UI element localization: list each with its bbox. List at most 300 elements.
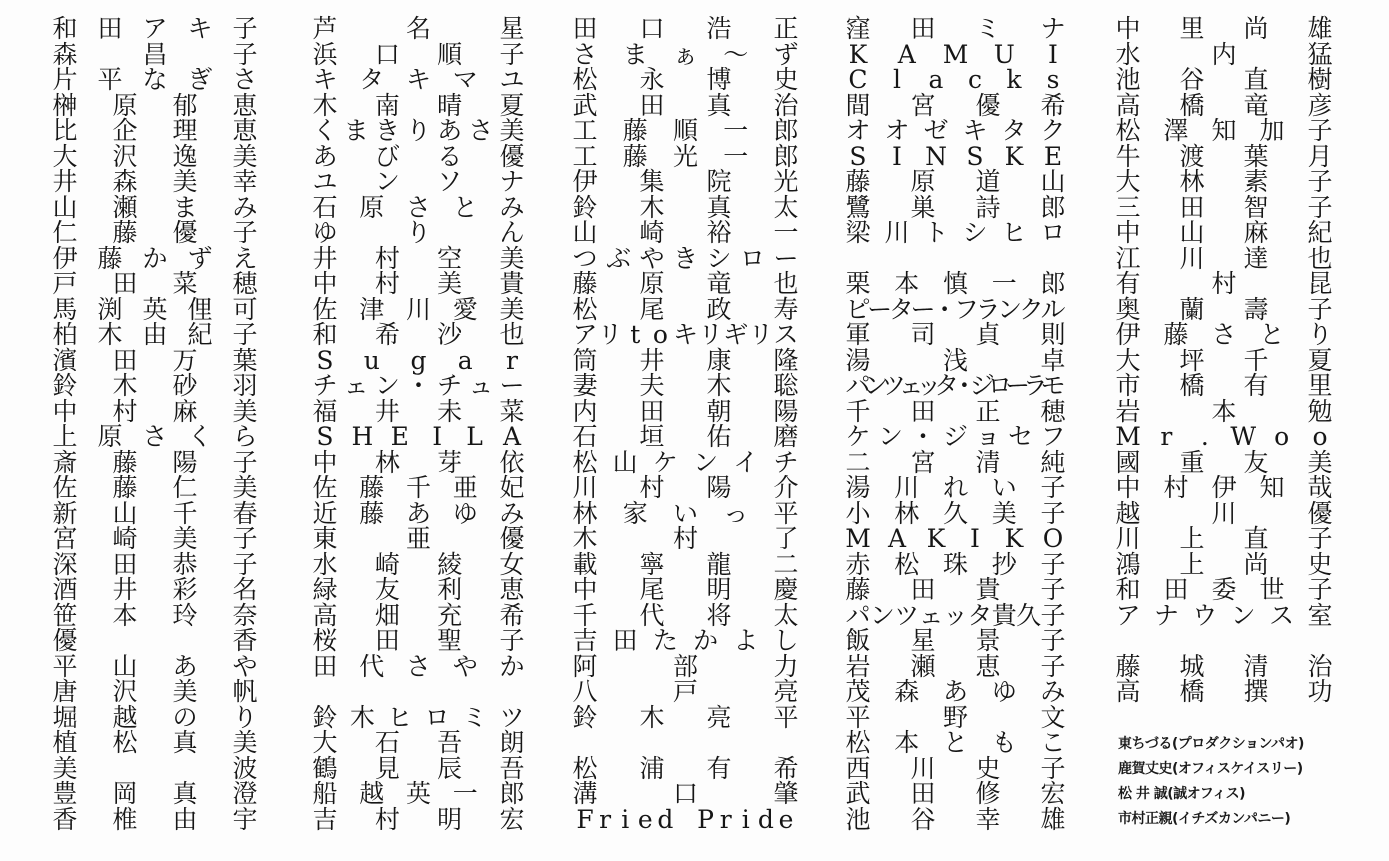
credit-char: 江 [1115, 243, 1141, 273]
credit-char: 椎 [112, 804, 138, 834]
credit-char: キ [187, 14, 213, 43]
credit-char: 素 [1243, 167, 1269, 196]
credit-char: キ [405, 65, 431, 94]
credit-char: 上 [52, 422, 78, 451]
credit-char: 政 [706, 294, 732, 324]
credit-char: ぶ [605, 243, 631, 273]
credit-char: i [621, 804, 630, 834]
credit-char: ナ [499, 167, 525, 196]
credit-char: 口 [639, 14, 665, 43]
credit-char: ピ [845, 294, 871, 324]
credit-char: ア [1115, 600, 1141, 630]
credit-char: 垣 [639, 422, 665, 451]
credit-char: ず [187, 243, 213, 273]
credit-char: 高 [1115, 90, 1141, 120]
credit-char: H [351, 422, 374, 451]
credit-char: ゆ [452, 498, 478, 528]
credit-char: 斎 [52, 447, 78, 477]
credit-char: 鈴 [572, 192, 598, 222]
credit-char: 充 [437, 600, 463, 630]
credit-char: S [316, 345, 334, 375]
credit-char: 月 [1307, 141, 1333, 171]
credit-char: 木 [639, 702, 665, 732]
credit-char: 菜 [499, 396, 525, 426]
credit-char: 佐 [312, 473, 338, 502]
credit-char: ェ [918, 600, 944, 630]
credit-char: 優 [52, 626, 78, 655]
credit-char: ケ [845, 422, 871, 451]
credit-char: 谷 [1179, 65, 1205, 94]
credit-char: I [1048, 39, 1058, 69]
credit-char: キ [312, 65, 338, 94]
credit-char: 子 [1040, 498, 1066, 528]
credit-char: 星 [910, 626, 936, 655]
credit-char: 原 [112, 90, 138, 120]
credit-char: な [142, 65, 168, 94]
credit-char: 芽 [437, 447, 463, 477]
credit-char: た [652, 626, 678, 655]
credit-char: 郎 [1040, 192, 1066, 222]
credit-char: 村 [374, 804, 400, 834]
credit-char: 原 [97, 422, 123, 451]
credit-char: 芦 [312, 14, 338, 43]
credit-char: 浩 [706, 14, 732, 43]
credit-char: オ [884, 116, 910, 145]
credit-char: リ [748, 320, 774, 349]
credit-char: 井 [639, 345, 665, 375]
credit-char: ー [773, 243, 799, 273]
credit-char: 樹 [1307, 65, 1333, 94]
credit-char: 亜 [452, 473, 478, 502]
credit-char: 堀 [52, 702, 78, 732]
credit-char: さ [142, 422, 168, 451]
credit-char: r [506, 345, 518, 375]
credit-char: 千 [572, 600, 598, 630]
credit-char: 修 [975, 779, 1001, 808]
credit-char: 貴 [991, 600, 1017, 630]
credit-char: 妃 [499, 473, 525, 502]
credit-char: 中 [312, 447, 338, 477]
credit-char: 田 [112, 269, 138, 298]
credit-char: 功 [1307, 677, 1333, 706]
credit-char: 美 [991, 498, 1017, 528]
credit-char: 鴻 [1115, 549, 1141, 579]
credit-char: 伊 [572, 167, 598, 196]
credit-char: 明 [437, 804, 463, 834]
credit-char: ん [499, 218, 525, 247]
credit-char: り [405, 218, 431, 247]
credit-char: チ [437, 371, 463, 400]
credit-char: 優 [499, 141, 525, 171]
credit-char: ギ [723, 320, 749, 349]
credit-char: 馬 [52, 294, 78, 324]
credit-char: あ [942, 677, 968, 706]
credit-char: 亜 [405, 524, 431, 553]
credit-char: 景 [975, 626, 1001, 655]
credit-char: あ [405, 498, 431, 528]
credit-char: 戸 [52, 269, 78, 298]
credit-char: ン [374, 371, 400, 400]
credit-char: 岩 [1115, 396, 1141, 426]
credit-char: ン [374, 167, 400, 196]
credit-char: 貴 [975, 575, 1001, 604]
credit-char: 子 [1040, 651, 1066, 681]
credit-char: や [452, 651, 478, 681]
credit-char: 三 [1115, 192, 1141, 222]
credit-char: 太 [773, 192, 799, 222]
credit-char: ・ [951, 371, 977, 400]
credit-char: 崎 [112, 524, 138, 553]
credit-char: 岡 [112, 779, 138, 808]
credit-char: 直 [1243, 65, 1269, 94]
credit-char: o [652, 320, 668, 349]
credit-char: 池 [1115, 65, 1141, 94]
credit-char: 福 [312, 396, 338, 426]
credit-char: さ [405, 651, 431, 681]
credit-char: パ [845, 600, 871, 630]
credit-char: ヒ [387, 702, 413, 732]
credit-char: も [991, 728, 1017, 757]
credit-char: 穂 [232, 269, 258, 298]
credit-char: 里 [1179, 14, 1205, 43]
credit-char: t [630, 320, 641, 349]
credit-char: 田 [1179, 192, 1205, 222]
credit-char: ・ [910, 422, 936, 451]
credit-char: 真 [706, 192, 732, 222]
credit-char: 口 [672, 779, 698, 808]
credit-char: 隆 [773, 345, 799, 375]
credit-char: 星 [499, 14, 525, 43]
credit-char: モ [1040, 371, 1066, 400]
credit-char: あ [437, 116, 463, 145]
credit-char: I [892, 141, 902, 171]
credit-char: 寿 [773, 294, 799, 324]
credit-char: 竜 [706, 269, 732, 298]
credit-char: 達 [1243, 243, 1269, 273]
credit-char: フ [1040, 422, 1066, 451]
credit-char: 由 [172, 804, 198, 834]
credit-char: 木 [572, 524, 598, 553]
credit-char: や [639, 243, 665, 273]
credit-char: セ [1007, 422, 1033, 451]
credit-char: 光 [773, 167, 799, 196]
credit-char: 飯 [845, 626, 871, 655]
credit-char: 撰 [1243, 677, 1269, 706]
credit-char: タ [888, 294, 914, 324]
credit-char: 波 [232, 753, 258, 783]
credit-char: P [697, 804, 714, 834]
credit-char: 優 [499, 524, 525, 553]
credit-char: 英 [142, 294, 168, 324]
credit-char: ミ [975, 14, 1001, 43]
credit-char: 井 [312, 243, 338, 273]
credit-char: 岩 [845, 651, 871, 681]
credit-char: 比 [52, 116, 78, 145]
credit-char: 企 [112, 116, 138, 145]
credit-char: タ [359, 65, 385, 94]
credit-char: 珠 [942, 549, 968, 579]
credit-char: ま [343, 116, 369, 145]
credit-char: 木 [706, 371, 732, 400]
credit-char: 林 [572, 498, 598, 528]
credit-char: 林 [1179, 167, 1205, 196]
credit-char: 貴 [499, 269, 525, 298]
credit-char: 筒 [572, 345, 598, 375]
credit-char: 二 [845, 447, 871, 477]
credit-char: 口 [374, 39, 400, 69]
credit-char: あ [312, 141, 338, 171]
credit-char: 見 [374, 753, 400, 783]
credit-char: 寧 [639, 549, 665, 579]
credit-char: 亮 [773, 677, 799, 706]
credit-char: 川 [884, 218, 910, 247]
credit-char: し [773, 626, 799, 655]
credit-char: 八 [572, 677, 598, 706]
credit-char: 子 [499, 39, 525, 69]
credit-char: ～ [723, 39, 749, 69]
credit-char: 玲 [172, 600, 198, 630]
credit-char: 道 [975, 167, 1001, 196]
credit-char: ッ [942, 600, 968, 630]
credit-char: 恭 [172, 549, 198, 579]
credit-char: 知 [1211, 116, 1237, 145]
credit-char: 川 [894, 473, 920, 502]
credit-char: S [316, 422, 334, 451]
credit-char: 鈴 [52, 371, 78, 400]
credit-char: 夏 [499, 90, 525, 120]
credit-char: ユ [312, 167, 338, 196]
credit-char: ン [869, 600, 895, 630]
credit-char: . [1200, 422, 1209, 451]
credit-char: 川 [1179, 243, 1205, 273]
credit-char: ・ [405, 371, 431, 400]
credit-char: 室 [1307, 600, 1333, 630]
credit-char: 香 [52, 804, 78, 834]
credit-char: ゆ [312, 218, 338, 247]
credit-char: 田 [910, 14, 936, 43]
credit-char: 子 [232, 524, 258, 553]
credit-char: オ [845, 116, 871, 145]
credit-char: 豊 [52, 779, 78, 808]
credit-char: 史 [1307, 549, 1333, 579]
credit-char: ゆ [991, 677, 1017, 706]
credit-char: ア [142, 14, 168, 43]
credit-char: 原 [639, 269, 665, 298]
credit-char: 田 [612, 626, 638, 655]
credit-char: 子 [1307, 192, 1333, 222]
credit-char: 木 [349, 702, 375, 732]
credit-char: い [672, 498, 698, 528]
credit-char: 香 [232, 626, 258, 655]
credit-char: 尚 [1243, 549, 1269, 579]
credit-char: 史 [773, 65, 799, 94]
credit-char: ツ [499, 702, 525, 732]
credit-char: 山 [112, 498, 138, 528]
credit-char: チ [773, 447, 799, 477]
credit-char: 橋 [1179, 371, 1205, 400]
credit-char: 子 [1040, 549, 1066, 579]
staff-note: 鹿賀丈史(オフィスケイスリー) [1118, 761, 1303, 777]
credit-char: 工 [572, 141, 598, 171]
credit-char: 藤 [359, 473, 385, 502]
credit-char: 池 [845, 804, 871, 834]
credit-char: 紀 [187, 320, 213, 349]
credit-char: 工 [572, 116, 598, 145]
credit-char: 順 [672, 116, 698, 145]
credit-char: 千 [845, 396, 871, 426]
credit-char: 野 [942, 702, 968, 732]
credit-char: 溝 [572, 779, 598, 808]
credit-char: 二 [773, 549, 799, 579]
credit-char: 晴 [437, 90, 463, 120]
credit-char: 美 [232, 141, 258, 171]
credit-char: 吾 [437, 728, 463, 757]
credit-char: 橋 [1179, 90, 1205, 120]
credit-char: 田 [910, 575, 936, 604]
credit-char: フ [953, 294, 979, 324]
credit-char: ウ [1192, 600, 1218, 630]
credit-char: 美 [232, 728, 258, 757]
credit-char: リ [698, 320, 724, 349]
credit-char: 田 [1163, 575, 1189, 604]
credit-char: 夏 [1307, 345, 1333, 375]
credit-char: 美 [1307, 447, 1333, 477]
credit-char: ナ [1153, 600, 1179, 630]
credit-char: 井 [52, 167, 78, 196]
credit-char: 中 [52, 396, 78, 426]
credit-char: K [1004, 141, 1024, 171]
credit-char: 郁 [172, 90, 198, 120]
credit-char: か [499, 651, 525, 681]
credit-char: S [849, 141, 867, 171]
credit-char: 越 [359, 779, 385, 808]
credit-char: 村 [672, 524, 698, 553]
credit-char: 俚 [187, 294, 213, 324]
credit-char: 美 [499, 243, 525, 273]
credit-char: 子 [232, 320, 258, 349]
credit-char: ス [773, 320, 799, 349]
credit-char: く [312, 116, 338, 145]
credit-char: W [1230, 422, 1257, 451]
credit-char: 幸 [232, 167, 258, 196]
credit-char: 石 [374, 728, 400, 757]
credit-char: 理 [172, 116, 198, 145]
credit-char: 依 [499, 447, 525, 477]
credit-char: ー [499, 371, 525, 400]
credit-char: 奈 [232, 600, 258, 630]
credit-char: 則 [1040, 320, 1066, 349]
credit-char: こ [1040, 728, 1066, 757]
credit-char: 也 [773, 269, 799, 298]
credit-char: 藤 [845, 575, 871, 604]
credit-char: り [1307, 320, 1333, 349]
credit-char: 千 [405, 473, 431, 502]
credit-char: り [405, 116, 431, 145]
credit-char: 亮 [706, 702, 732, 732]
credit-char: o [1274, 422, 1290, 451]
credit-char: 山 [112, 651, 138, 681]
credit-char: 深 [52, 549, 78, 579]
credit-char: チ [312, 371, 338, 400]
credit-char: 優 [1307, 498, 1333, 528]
credit-char: ず [773, 39, 799, 69]
credit-char: E [1043, 141, 1063, 171]
credit-char: 詩 [975, 192, 1001, 222]
credit-char: 子 [499, 626, 525, 655]
credit-char: ョ [975, 422, 1001, 451]
credit-char: 平 [97, 65, 123, 94]
credit-char: タ [1001, 116, 1027, 145]
credit-char: O [1042, 524, 1064, 553]
credit-char: さ [405, 192, 431, 222]
credit-char: 也 [1307, 243, 1333, 273]
credit-char: 卓 [1040, 345, 1066, 375]
credit-char: 名 [405, 14, 431, 43]
credit-char: 松 [572, 294, 598, 324]
credit-char: 肇 [773, 779, 799, 808]
credit-char: 村 [1163, 473, 1189, 502]
credit-char: 加 [1259, 116, 1285, 145]
credit-char: 西 [845, 753, 871, 783]
credit-char: 村 [374, 269, 400, 298]
credit-char: 逸 [172, 141, 198, 171]
credit-char: ぎ [187, 65, 213, 94]
credit-char: よ [733, 626, 759, 655]
credit-char: 清 [975, 447, 1001, 477]
credit-char: ン [1230, 600, 1256, 630]
credit-char: S [966, 141, 984, 171]
credit-char: 陽 [773, 396, 799, 426]
credit-char: 治 [773, 90, 799, 120]
credit-char: 有 [1115, 269, 1141, 298]
credit-char: 空 [437, 243, 463, 273]
credit-char: 藤 [112, 447, 138, 477]
credit-char: u [363, 345, 380, 375]
credit-char: 純 [1040, 447, 1066, 477]
credit-char: 裕 [706, 218, 732, 247]
credit-char: r [599, 804, 612, 834]
credit-char: ト [923, 218, 949, 247]
credit-char: 明 [706, 575, 732, 604]
credit-char: 子 [1040, 473, 1066, 502]
credit-char: ・ [932, 294, 958, 324]
credit-char: 佑 [706, 422, 732, 451]
credit-char: 久 [1016, 600, 1042, 630]
credit-char: 穂 [1040, 396, 1066, 426]
credit-char: 藤 [1163, 320, 1189, 349]
credit-char: A [887, 524, 907, 553]
credit-char: 哉 [1307, 473, 1333, 502]
credit-char: 沢 [112, 141, 138, 171]
credit-char: 瀬 [112, 192, 138, 222]
credit-char: ラ [1022, 371, 1048, 400]
credit-char: 子 [1040, 575, 1066, 604]
credit-char: 子 [1040, 600, 1066, 630]
credit-char: 清 [1243, 651, 1269, 681]
credit-char: 利 [437, 575, 463, 604]
credit-char: ェ [898, 371, 924, 400]
credit-char: 澤 [1163, 116, 1189, 145]
credit-char: さ [232, 65, 258, 94]
credit-char: d [657, 804, 674, 834]
credit-char: 大 [52, 141, 78, 171]
credit-char: 尾 [639, 294, 665, 324]
credit-char: 内 [1211, 39, 1237, 69]
credit-char: く [187, 422, 213, 451]
credit-char: 妻 [572, 371, 598, 400]
credit-char: 希 [773, 753, 799, 783]
credit-char: 幸 [975, 804, 1001, 834]
